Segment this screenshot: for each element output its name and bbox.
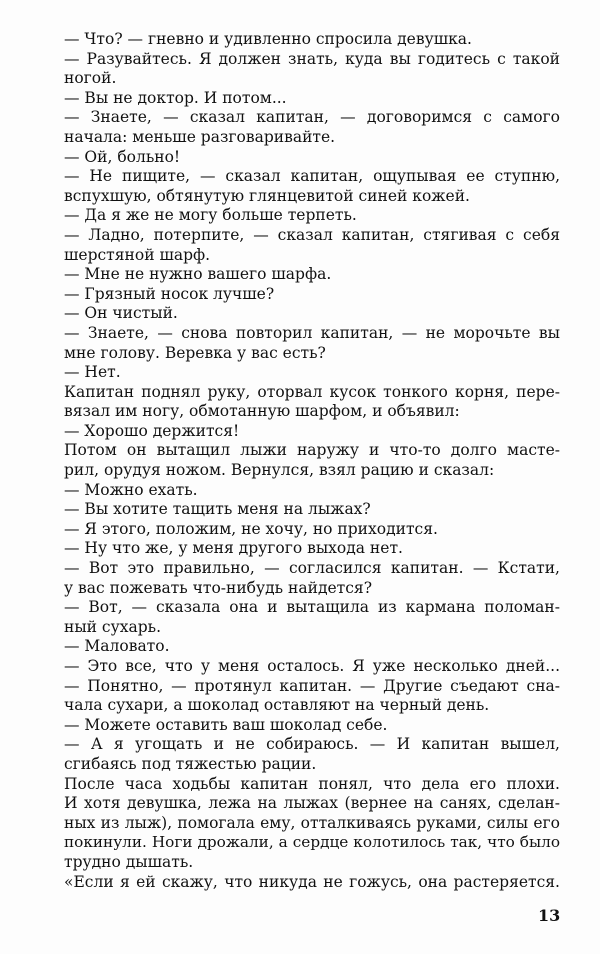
text-line: — Да я же не могу больше терпеть. xyxy=(64,206,357,225)
text-line: — Грязный носок лучше? xyxy=(64,284,275,303)
text-line: — Мне не нужно вашего шарфа. xyxy=(64,265,332,284)
text-line: шерстяной шарф. xyxy=(64,245,211,264)
text-line: — Что? — гневно и удивленно спросила девушка. xyxy=(64,30,472,48)
text-line: — Хорошо держится! xyxy=(64,421,240,440)
text-line: — А я угощать и не собираюсь. — И капитан вышел, xyxy=(64,735,560,754)
text-line: — Ой, больно! xyxy=(64,147,181,166)
body-text xyxy=(64,30,560,892)
text-line: трудно дышать. xyxy=(64,852,194,871)
text-line: — Это все, что у меня осталось. Я уже несколько дней... xyxy=(64,657,560,675)
text-line: — Ну что же, у меня другого выхода нет. xyxy=(64,539,403,558)
text-line: у вас пожевать что-нибудь найдется? xyxy=(64,578,373,597)
text-line: — Можно ехать. xyxy=(64,480,198,499)
text-line: ных из лыж), помогала ему, отталкиваясь руками, силы его xyxy=(64,813,560,832)
page-number: 13 xyxy=(538,906,561,925)
text-line: вспухшую, обтянутую глянцевитой синей кожей. xyxy=(64,186,470,205)
text-line: сгибаясь под тяжестью рации. xyxy=(64,754,317,773)
text-line: — Не пищите, — сказал капитан, ощупывая ее ступню, xyxy=(64,167,560,186)
text-line: — Знаете, — сказал капитан, — договоримся с самого xyxy=(64,108,560,127)
text-line: После часа ходьбы капитан понял, что дела его плохи. xyxy=(64,774,560,793)
text-line: — Нет. xyxy=(64,363,121,382)
text-line: чала сухари, а шоколад оставляют на черный день. xyxy=(64,696,490,715)
text-line: ногой. xyxy=(64,69,117,88)
text-line: — Он чистый. xyxy=(64,304,178,323)
text-line: ный сухарь. xyxy=(64,617,161,636)
text-line: — Можете оставить ваш шоколад себе. xyxy=(64,715,388,734)
text-line: мне голову. Веревка у вас есть? xyxy=(64,343,326,362)
text-line: — Вы не доктор. И потом... xyxy=(64,88,287,107)
text-line: — Вот, — сказала она и вытащила из кармана поломан- xyxy=(64,598,560,617)
text-line: «Если я ей скажу, что никуда не гожусь, она растеряется. xyxy=(64,872,560,891)
text-line: вязал им ногу, обмотанную шарфом, и объявил: xyxy=(64,402,460,421)
text-line: начала: меньше разговаривайте. xyxy=(64,127,336,146)
text-line: — Ладно, потерпите, — сказал капитан, стягивая с себя xyxy=(64,225,560,244)
text-line: покинули. Ноги дрожали, а сердце колотилось так, что было xyxy=(64,833,560,852)
text-line: — Разувайтесь. Я должен знать, куда вы годитесь с такой xyxy=(64,49,560,68)
text-line: рил, орудуя ножом. Вернулся, взял рацию и сказал: xyxy=(64,461,495,480)
text-line: — Понятно, — протянул капитан. — Другие съедают сна- xyxy=(64,676,560,695)
text-line: — Я этого, положим, не хочу, но приходится. xyxy=(64,519,438,538)
text-line: — Знаете, — снова повторил капитан, — не морочьте вы xyxy=(64,323,560,342)
text-line: Капитан поднял руку, оторвал кусок тонкого корня, пере- xyxy=(64,382,560,401)
text-line: И хотя девушка, лежа на лыжах (вернее на санях, сделан- xyxy=(64,794,560,813)
text-line: Потом он вытащил лыжи наружу и что-то долго масте- xyxy=(64,441,560,460)
text-line: — Вот это правильно, — согласился капитан. — Кстати, xyxy=(64,559,560,578)
text-line: — Вы хотите тащить меня на лыжах? xyxy=(64,500,371,519)
text-line: — Маловато. xyxy=(64,637,170,656)
